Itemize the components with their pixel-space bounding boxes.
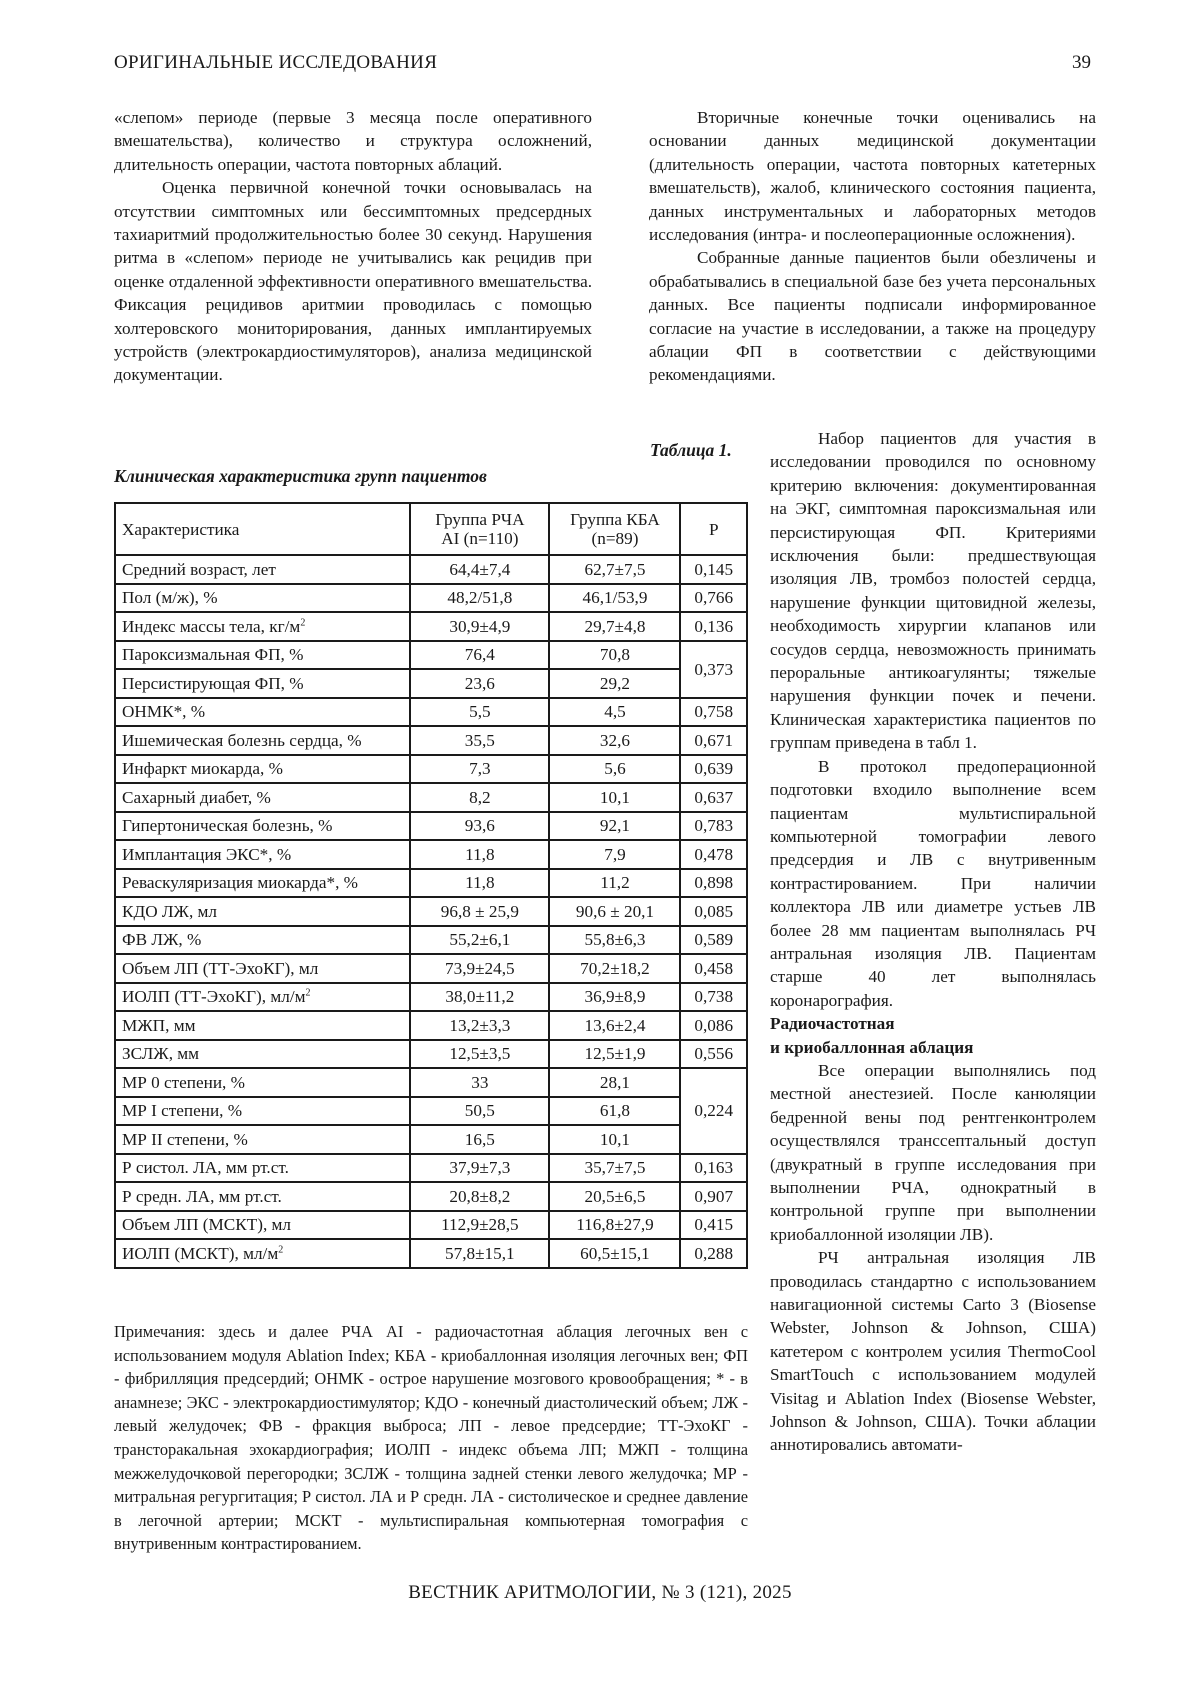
- characteristic-label: Средний возраст, лет: [122, 559, 276, 579]
- clinical-characteristics-table: [114, 502, 748, 1269]
- table-row: [115, 926, 747, 955]
- cell-characteristic: [115, 1182, 410, 1211]
- characteristic-label: МР II степени, %: [122, 1129, 248, 1149]
- table-caption: Клиническая характеристика групп пациентов: [114, 466, 487, 486]
- cell-cba: 55,8±6,3: [549, 926, 680, 955]
- cell-cba: 61,8: [549, 1097, 680, 1126]
- cell-rfa: 48,2/51,8: [410, 584, 549, 613]
- cell-cba: 116,8±27,9: [549, 1211, 680, 1240]
- left-column-text: [114, 106, 592, 387]
- characteristic-label: ЗСЛЖ, мм: [122, 1044, 200, 1064]
- cell-p-value: 0,783: [680, 812, 747, 841]
- cell-cba: 62,7±7,5: [549, 555, 680, 584]
- cell-rfa: 13,2±3,3: [410, 1011, 549, 1040]
- cell-cba: 7,9: [549, 840, 680, 869]
- table-row: [115, 641, 747, 670]
- cell-rfa: 57,8±15,1: [410, 1239, 549, 1268]
- cell-cba: 70,8: [549, 641, 680, 670]
- cell-cba: 13,6±2,4: [549, 1011, 680, 1040]
- cell-cba: 29,7±4,8: [549, 612, 680, 641]
- header-group-cba-line2: (n=89): [591, 529, 639, 548]
- cell-p-value: 0,639: [680, 755, 747, 784]
- cell-p-value: 0,288: [680, 1239, 747, 1268]
- cell-characteristic: [115, 1097, 410, 1126]
- cell-p-value: 0,458: [680, 954, 747, 983]
- cell-rfa: 37,9±7,3: [410, 1154, 549, 1183]
- characteristic-label: Имплантация ЭКС*, %: [122, 844, 292, 864]
- table-row: [115, 555, 747, 584]
- cell-cba: 32,6: [549, 726, 680, 755]
- characteristic-label: Объем ЛП (МСКТ), мл: [122, 1215, 291, 1235]
- cell-rfa: 38,0±11,2: [410, 983, 549, 1012]
- table-row: [115, 869, 747, 898]
- cell-p-value: 0,637: [680, 783, 747, 812]
- paragraph: «слепом» периоде (первые 3 месяца после оперативного вмешательства), количество и структура осложнений, длительность операции, частота повторных аблаций.: [114, 108, 592, 174]
- characteristic-label: Сахарный диабет, %: [122, 787, 271, 807]
- characteristic-label: МР 0 степени, %: [122, 1072, 245, 1092]
- right-column-text: [649, 106, 1096, 387]
- characteristic-label: Персистирующая ФП, %: [122, 673, 304, 693]
- cell-cba: 60,5±15,1: [549, 1239, 680, 1268]
- cell-cba: 92,1: [549, 812, 680, 841]
- cell-cba: 10,1: [549, 1125, 680, 1154]
- running-header: ОРИГИНАЛЬНЫЕ ИССЛЕДОВАНИЯ: [114, 52, 438, 73]
- cell-p-value: 0,907: [680, 1182, 747, 1211]
- cell-p-value: 0,145: [680, 555, 747, 584]
- cell-characteristic: [115, 641, 410, 670]
- characteristic-label: Объем ЛП (ТТ-ЭхоКГ), мл: [122, 958, 319, 978]
- paragraph: РЧ антральная изоляция ЛВ проводилась стандартно с использованием навигационной системы Carto 3 (Biosense Webster, Johnson & Johnson, США) катетером с контролем усилия ThermoCool SmartTouch с использованием модулей Visitag и Ablation Index (Biosense Webster, Johnson & Johnson, США). Точки аблации аннотировались автомати-: [770, 1248, 1096, 1455]
- cell-rfa: 64,4±7,4: [410, 555, 549, 584]
- cell-cba: 20,5±6,5: [549, 1182, 680, 1211]
- cell-characteristic: [115, 612, 410, 641]
- characteristic-label: Р систол. ЛА, мм рт.ст.: [122, 1158, 289, 1178]
- cell-characteristic: [115, 1068, 410, 1097]
- cell-cba: 11,2: [549, 869, 680, 898]
- cell-rfa: 55,2±6,1: [410, 926, 549, 955]
- cell-characteristic: [115, 954, 410, 983]
- cell-characteristic: [115, 897, 410, 926]
- characteristic-label: Пароксизмальная ФП, %: [122, 645, 304, 665]
- cell-cba: 36,9±8,9: [549, 983, 680, 1012]
- cell-characteristic: [115, 584, 410, 613]
- paragraph: Набор пациентов для участия в исследовании проводился по основному критерию включения: документированная на ЭКГ, симптомная пароксизмальная или персистирующая ФП. Критериями исключения были: предшествующая изоляция ЛВ, тромбоз полостей сердца, нарушение функции щитовидной железы, необходимость хирургии клапанов или сосудов сердца, невозможность принимать пероральные антикоагулянты; тяжелые нарушения функции почек и печени. Клиническая характеристика пациентов по группам приведена в табл 1.: [770, 429, 1096, 753]
- header-group-cba: [549, 503, 680, 555]
- cell-characteristic: [115, 698, 410, 727]
- cell-characteristic: [115, 1211, 410, 1240]
- superscript: 2: [278, 1244, 284, 1256]
- section-subheading: [770, 1012, 1096, 1059]
- cell-p-value: 0,738: [680, 983, 747, 1012]
- cell-p-value: 0,556: [680, 1040, 747, 1069]
- right-narrow-column-text: [770, 427, 1096, 1457]
- cell-characteristic: [115, 1154, 410, 1183]
- cell-cba: 29,2: [549, 669, 680, 698]
- table-row: [115, 1040, 747, 1069]
- cell-characteristic: [115, 1239, 410, 1268]
- cell-cba: 28,1: [549, 1068, 680, 1097]
- superscript: 2: [305, 987, 311, 999]
- characteristic-label: МЖП, мм: [122, 1015, 196, 1035]
- page-number: 39: [1072, 52, 1091, 73]
- cell-cba: 5,6: [549, 755, 680, 784]
- characteristic-label: Гипертоническая болезнь, %: [122, 816, 333, 836]
- cell-characteristic: [115, 812, 410, 841]
- table-row: [115, 783, 747, 812]
- cell-cba: 70,2±18,2: [549, 954, 680, 983]
- cell-rfa: 16,5: [410, 1125, 549, 1154]
- cell-p-value: 0,671: [680, 726, 747, 755]
- cell-cba: 35,7±7,5: [549, 1154, 680, 1183]
- cell-p-value: 0,415: [680, 1211, 747, 1240]
- table-row: [115, 726, 747, 755]
- characteristic-label: Реваскуляризация миокарда*, %: [122, 873, 358, 893]
- table-row: [115, 1068, 747, 1097]
- cell-p-value: 0,136: [680, 612, 747, 641]
- journal-footer: ВЕСТНИК АРИТМОЛОГИИ, № 3 (121), 2025: [408, 1582, 792, 1603]
- subheading-line1: Радиочастотная: [770, 1014, 895, 1034]
- table-row: [115, 698, 747, 727]
- characteristic-label: ИОЛП (ТТ-ЭхоКГ), мл/м: [122, 987, 306, 1007]
- characteristic-label: МР I степени, %: [122, 1101, 243, 1121]
- cell-rfa: 93,6: [410, 812, 549, 841]
- superscript: 2: [300, 617, 306, 629]
- cell-p-value: 0,224: [680, 1068, 747, 1154]
- cell-rfa: 11,8: [410, 869, 549, 898]
- characteristic-label: Инфаркт миокарда, %: [122, 759, 283, 779]
- cell-rfa: 11,8: [410, 840, 549, 869]
- cell-p-value: 0,085: [680, 897, 747, 926]
- cell-rfa: 5,5: [410, 698, 549, 727]
- table-row: [115, 983, 747, 1012]
- table-label: Таблица 1.: [650, 440, 732, 460]
- table-notes: Примечания: здесь и далее РЧА AI - радиочастотная аблация легочных вен с использованием модуля Ablation Index; КБА - криобаллонная изоляция легочных вен; ФП - фибрилляция предсердий; ОНМК - острое нарушение мозгового кровообращения; * - в анамнезе; ЭКС - электрокардиостимулятор; КДО - конечный диастолический объем; ЛЖ - левый желудочек; ФВ - фракция выброса; ЛП - левое предсердие; ТТ-ЭхоКГ - трансторакальная эхокардиография; ИОЛП - индекс объема ЛП; МЖП - толщина межжелудочковой перегородки; ЗСЛЖ - толщина задней стенки левого желудочка; МР - митральная регургитация; Р систол. ЛА и Р средн. ЛА - систолическое и среднее давление в легочной артерии; МСКТ - мультиспиральная компьютерная томография с внутривенным контрастированием.: [114, 1322, 748, 1554]
- characteristic-label: ФВ ЛЖ, %: [122, 930, 202, 950]
- table-row: [115, 1211, 747, 1240]
- cell-cba: 90,6 ± 20,1: [549, 897, 680, 926]
- cell-rfa: 96,8 ± 25,9: [410, 897, 549, 926]
- cell-p-value: 0,373: [680, 641, 747, 698]
- paragraph: Вторичные конечные точки оценивались на основании данных медицинской документации (длительность операции, частота повторных катетерных вмешательств), жалоб, клинического состояния пациента, данных инструментальных и лабораторных методов исследования (интра- и послеоперационные осложнения).: [649, 108, 1096, 245]
- cell-characteristic: [115, 726, 410, 755]
- cell-p-value: 0,163: [680, 1154, 747, 1183]
- cell-p-value: 0,766: [680, 584, 747, 613]
- characteristic-label: ИОЛП (МСКТ), мл/м: [122, 1243, 279, 1263]
- characteristic-label: ОНМК*, %: [122, 702, 206, 722]
- cell-characteristic: [115, 669, 410, 698]
- cell-rfa: 8,2: [410, 783, 549, 812]
- cell-characteristic: [115, 1040, 410, 1069]
- table-row: [115, 755, 747, 784]
- table-row: [115, 1239, 747, 1268]
- cell-characteristic: [115, 983, 410, 1012]
- header-group-rfa-line1: Группа РЧА: [435, 510, 525, 529]
- cell-rfa: 73,9±24,5: [410, 954, 549, 983]
- cell-cba: 4,5: [549, 698, 680, 727]
- table-row: [115, 1154, 747, 1183]
- cell-p-value: 0,589: [680, 926, 747, 955]
- table-row: [115, 584, 747, 613]
- cell-characteristic: [115, 555, 410, 584]
- cell-rfa: 30,9±4,9: [410, 612, 549, 641]
- table-row: [115, 812, 747, 841]
- cell-characteristic: [115, 1011, 410, 1040]
- cell-rfa: 33: [410, 1068, 549, 1097]
- paragraph: Собранные данные пациентов были обезличены и обрабатывались в специальной базе без учета персональных данных. Все пациенты подписали информированное согласие на участие в исследовании, а также на процедуру аблации ФП в соответствии с действующими рекомендациями.: [649, 248, 1096, 385]
- cell-cba: 10,1: [549, 783, 680, 812]
- cell-characteristic: [115, 755, 410, 784]
- characteristic-label: Р средн. ЛА, мм рт.ст.: [122, 1186, 282, 1206]
- cell-p-value: 0,086: [680, 1011, 747, 1040]
- paragraph: В протокол предоперационной подготовки входило выполнение всем пациентам мультиспиральной компьютерной томографии левого предсердия и ЛВ с внутривенным контрастированием. При наличии коллектора ЛВ или диаметре устьев ЛВ более 28 мм пациентам выполнялась РЧ антральная изоляция ЛВ. Пациентам старше 40 лет выполнялась коронарография.: [770, 756, 1096, 1010]
- characteristic-label: Ишемическая болезнь сердца, %: [122, 730, 362, 750]
- cell-characteristic: [115, 840, 410, 869]
- table-row: [115, 612, 747, 641]
- header-group-cba-line1: Группа КБА: [570, 510, 660, 529]
- subheading-line2: и криобаллонная аблация: [770, 1037, 974, 1057]
- cell-rfa: 20,8±8,2: [410, 1182, 549, 1211]
- header-group-rfa-line2: AI (n=110): [441, 529, 519, 548]
- cell-p-value: 0,758: [680, 698, 747, 727]
- cell-rfa: 112,9±28,5: [410, 1211, 549, 1240]
- cell-rfa: 76,4: [410, 641, 549, 670]
- cell-characteristic: [115, 783, 410, 812]
- characteristic-label: Пол (м/ж), %: [122, 588, 218, 608]
- table-header-row: [115, 503, 747, 555]
- header-p-value: P: [680, 503, 747, 555]
- cell-p-value: 0,898: [680, 869, 747, 898]
- cell-rfa: 12,5±3,5: [410, 1040, 549, 1069]
- cell-characteristic: [115, 926, 410, 955]
- cell-characteristic: [115, 1125, 410, 1154]
- table-row: [115, 1125, 747, 1154]
- cell-rfa: 50,5: [410, 1097, 549, 1126]
- cell-characteristic: [115, 869, 410, 898]
- paragraph: Все операции выполнялись под местной анестезией. После канюляции бедренной вены под рентгенконтролем осуществлялся транссептальный доступ (двукратный в группе исследования при выполнении РЧА, однократный в контрольной группе при выполнении криобаллонной изоляции ЛВ).: [770, 1060, 1096, 1244]
- cell-rfa: 35,5: [410, 726, 549, 755]
- cell-p-value: 0,478: [680, 840, 747, 869]
- table-row: [115, 897, 747, 926]
- table-row: [115, 1011, 747, 1040]
- header-characteristic: Характеристика: [115, 503, 410, 555]
- table-row: [115, 840, 747, 869]
- cell-cba: 46,1/53,9: [549, 584, 680, 613]
- header-group-rfa: [410, 503, 549, 555]
- cell-rfa: 23,6: [410, 669, 549, 698]
- characteristic-label: КДО ЛЖ, мл: [122, 901, 218, 921]
- characteristic-label: Индекс массы тела, кг/м: [122, 616, 301, 636]
- table-row: [115, 954, 747, 983]
- table-row: [115, 1182, 747, 1211]
- cell-cba: 12,5±1,9: [549, 1040, 680, 1069]
- table-row: [115, 669, 747, 698]
- table-row: [115, 1097, 747, 1126]
- paragraph: Оценка первичной конечной точки основывалась на отсутствии симптомных или бессимптомных предсердных тахиаритмий продолжительностью более 30 секунд. Нарушения ритма в «слепом» периоде не учитывались как рецидив при оценке отдаленной эффективности оперативного вмешательства. Фиксация рецидивов аритмии проводилась с помощью холтеровского мониторирования, данных имплантируемых устройств (электрокардиостимуляторов), анализа медицинской документации.: [114, 178, 592, 385]
- cell-rfa: 7,3: [410, 755, 549, 784]
